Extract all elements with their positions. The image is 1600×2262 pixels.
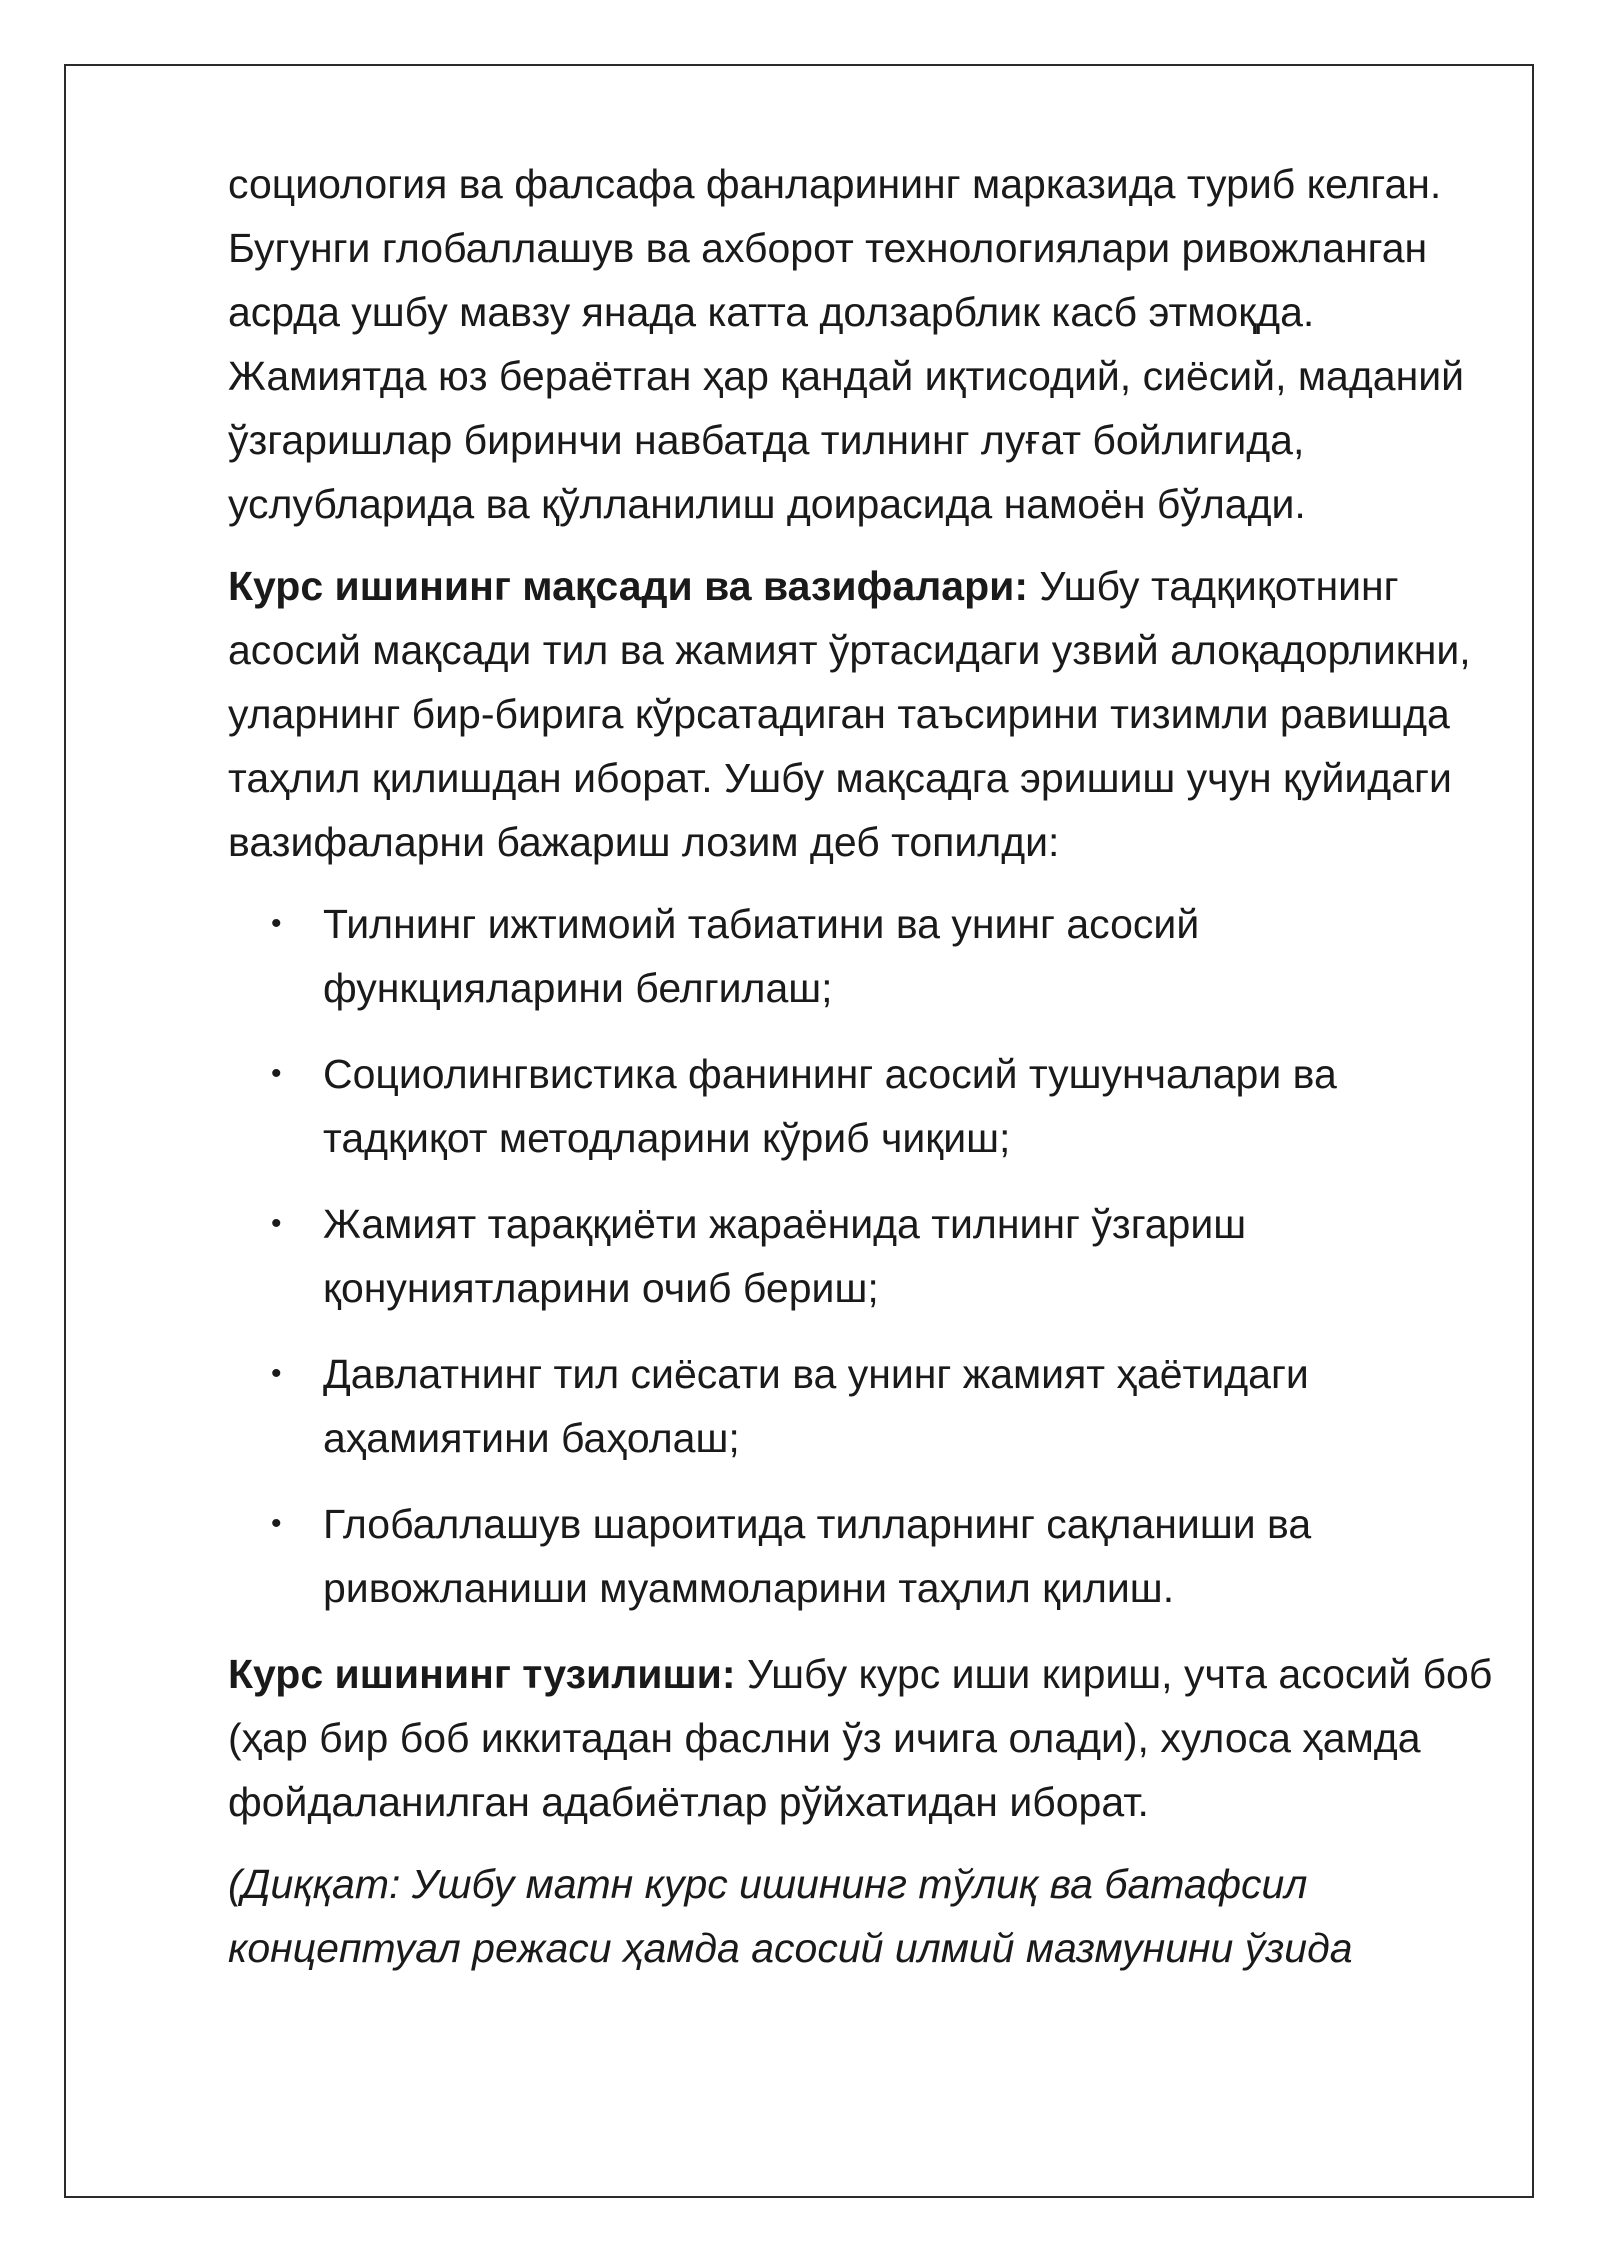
list-item: [271, 1042, 1508, 1170]
bullet-icon: •: [271, 1357, 282, 1390]
tasks-list: [228, 892, 1508, 1620]
list-item: [271, 1492, 1508, 1620]
list-item-text: Глобаллашув шароитида тилларнинг сақланиши ва ривожланиши муаммоларини таҳлил қилиш.: [323, 1501, 1312, 1611]
list-item: [271, 892, 1508, 1020]
list-item-text: Жамият тараққиёти жараёнида тилнинг ўзгариш қонуниятларини очиб бериш;: [323, 1201, 1247, 1311]
list-item: [271, 1192, 1508, 1320]
bullet-icon: •: [271, 1207, 282, 1240]
goals-heading: Курс ишининг мақсади ва вазифалари:: [228, 563, 1028, 609]
list-item-text: Давлатнинг тил сиёсати ва унинг жамият ҳаётидаги аҳамиятини баҳолаш;: [323, 1351, 1309, 1461]
structure-text: Ушбу курс иши кириш, учта асосий боб (ҳар бир боб иккитадан фаслни ўз ичига олади), хулоса ҳамда фойдаланилган адабиётлар рўйхатидан иборат.: [228, 1651, 1493, 1825]
intro-paragraph: социология ва фалсафа фанларининг марказида туриб келган. Бугунги глобаллашув ва ахборот технологиялари ривожланган асрда ушбу мавзу янада катта долзарблик касб этмоқда. Жамиятда юз бераётган ҳар қандай иқтисодий, сиёсий, маданий ўзгаришлар биринчи навбатда тилнинг луғат бойлигида, услубларида ва қўлланилиш доирасида намоён бўлади.: [228, 161, 1465, 527]
list-item: [271, 1342, 1508, 1470]
note-paragraph: (Диққат: Ушбу матн курс ишининг тўлиқ ва батафсил концептуал режаси ҳамда асосий илмий мазмунини ўзида: [228, 1861, 1353, 1971]
list-item-text: Социолингвистика фанининг асосий тушунчалари ва тадқиқот методларини кўриб чиқиш;: [323, 1051, 1337, 1161]
bullet-icon: •: [271, 907, 282, 940]
bullet-icon: •: [271, 1057, 282, 1090]
goals-paragraph: [228, 554, 1508, 874]
document-body: [228, 152, 1508, 1998]
bullet-icon: •: [271, 1507, 282, 1540]
structure-paragraph: [228, 1642, 1508, 1834]
structure-heading: Курс ишининг тузилиши:: [228, 1651, 736, 1697]
goals-text: Ушбу тадқиқотнинг асосий мақсади тил ва жамият ўртасидаги узвий алоқадорликни, уларнинг бир-бирига кўрсатадиган таъсирини тизимли равишда таҳлил қилишдан иборат. Ушбу мақсадга эришиш учун қуйидаги вазифаларни бажариш лозим деб топилди:: [228, 563, 1471, 865]
list-item-text: Тилнинг ижтимоий табиатини ва унинг асосий функцияларини белгилаш;: [323, 901, 1200, 1011]
